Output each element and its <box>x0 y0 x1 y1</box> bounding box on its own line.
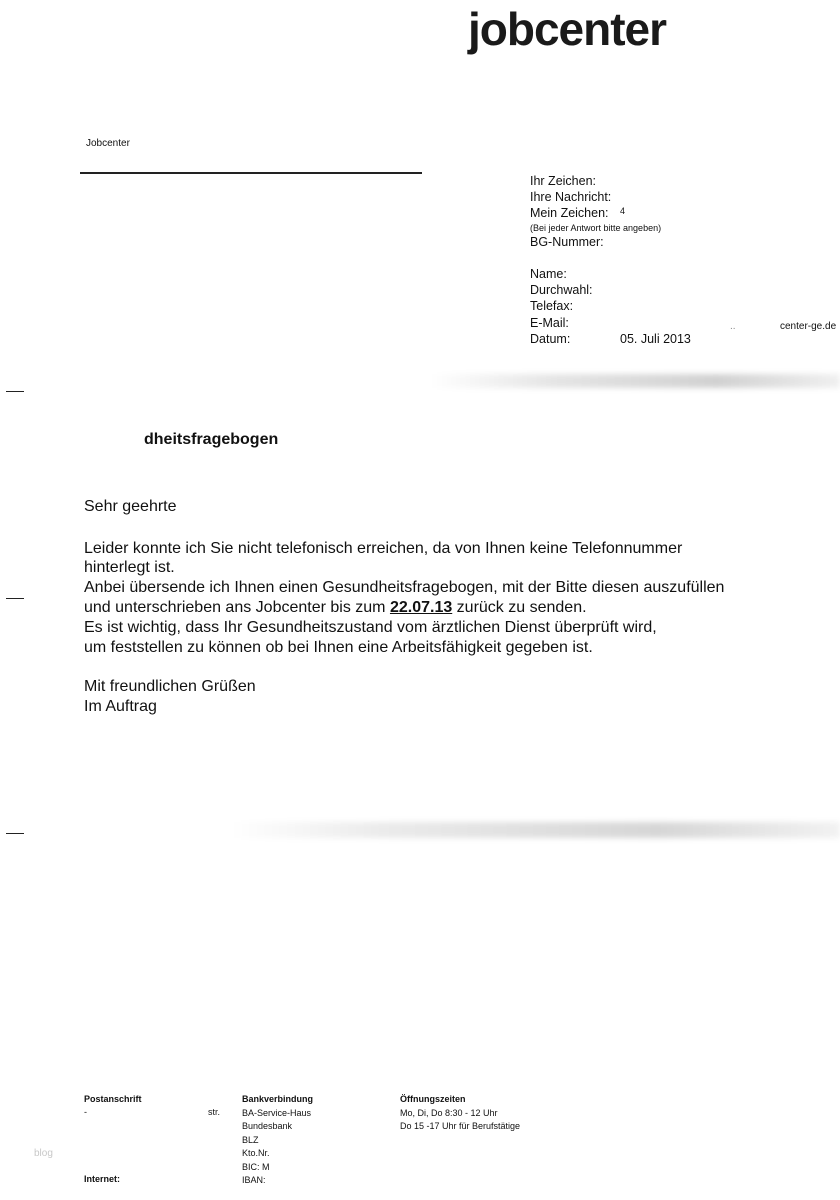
deadline-date: 22.07.13 <box>389 599 453 616</box>
footer-bank-line: Bundesbank <box>242 1121 293 1131</box>
scan-shadow-top <box>430 374 840 388</box>
ihr-zeichen-label: Ihr Zeichen: <box>530 174 597 188</box>
footer-bank-heading: Bankverbindung <box>242 1094 314 1104</box>
footer-hours-column <box>400 1093 520 1134</box>
footer-bank-line: BIC: M <box>242 1161 270 1172</box>
body-line-1: Leider konnte ich Sie nicht telefonisch erreichen, da von Ihnen keine Telefonnummer <box>84 540 683 557</box>
mein-zeichen-label: Mein Zeichen: <box>530 206 609 220</box>
bg-nummer-label: BG-Nummer: <box>530 235 604 249</box>
email-dots: .. <box>730 321 736 332</box>
footer-street-fragment: str. <box>208 1107 221 1117</box>
jobcenter-logo: jobcenter <box>468 3 667 55</box>
body-line-4 <box>84 598 587 618</box>
body-line-6: um feststellen zu können ob bei Ihnen eine Arbeitsfähigkeit gegeben ist. <box>84 639 593 656</box>
footer-bank-column <box>242 1093 313 1188</box>
watermark-text: blog <box>34 1148 53 1159</box>
closing-im-auftrag: Im Auftrag <box>84 698 157 715</box>
footer-hours-heading: Öffnungszeiten <box>400 1094 466 1104</box>
durchwahl-label: Durchwahl: <box>530 283 593 297</box>
ihre-nachricht-label: Ihre Nachricht: <box>530 190 612 204</box>
body-line-4-pre: und unterschrieben ans Jobcenter bis zum <box>84 599 390 616</box>
footer-bank-line: BLZ <box>242 1134 259 1145</box>
fold-mark-middle <box>6 598 24 599</box>
closing-greeting: Mit freundlichen Grüßen <box>84 678 256 695</box>
footer-postanschrift-heading: Postanschrift <box>84 1094 142 1104</box>
footer-bank-line: Kto.Nr. <box>242 1148 270 1158</box>
body-line-3: Anbei übersende ich Ihnen einen Gesundheitsfragebogen, mit der Bitte diesen auszufüllen <box>84 579 725 596</box>
body-line-4-post: zurück zu senden. <box>452 599 587 616</box>
body-line-2: hinterlegt ist. <box>84 559 175 576</box>
fold-mark-bottom <box>6 833 24 834</box>
sender-divider <box>80 172 422 174</box>
scan-shadow-bottom <box>230 822 840 838</box>
telefax-label: Telefax: <box>530 299 574 313</box>
footer-bank-line: IBAN: <box>242 1175 266 1185</box>
email-domain: center-ge.de <box>780 321 837 332</box>
mein-zeichen-value: 4 <box>620 206 626 216</box>
datum-value: 05. Juli 2013 <box>620 332 691 346</box>
footer-hours-line: Mo, Di, Do 8:30 - 12 Uhr <box>400 1107 498 1118</box>
reference-note: (Bei jeder Antwort bitte angeben) <box>530 223 662 233</box>
footer-bank-line: BA-Service-Haus <box>242 1107 312 1118</box>
sender-line-text: Jobcenter <box>86 138 130 149</box>
fold-mark-top <box>6 391 24 392</box>
datum-label: Datum: <box>530 332 571 346</box>
footer-hours-line: Do 15 -17 Uhr für Berufstätige <box>400 1121 521 1131</box>
footer-internet-label: Internet: <box>84 1174 120 1184</box>
salutation: Sehr geehrte <box>84 498 177 515</box>
email-label: E-Mail: <box>530 316 569 330</box>
name-label: Name: <box>530 267 567 281</box>
body-line-5: Es ist wichtig, dass Ihr Gesundheitszustand vom ärztlichen Dienst überprüft wird, <box>84 619 657 636</box>
subject-line: dheitsfragebogen <box>144 431 279 448</box>
footer-postanschrift-mark: - <box>84 1107 87 1117</box>
